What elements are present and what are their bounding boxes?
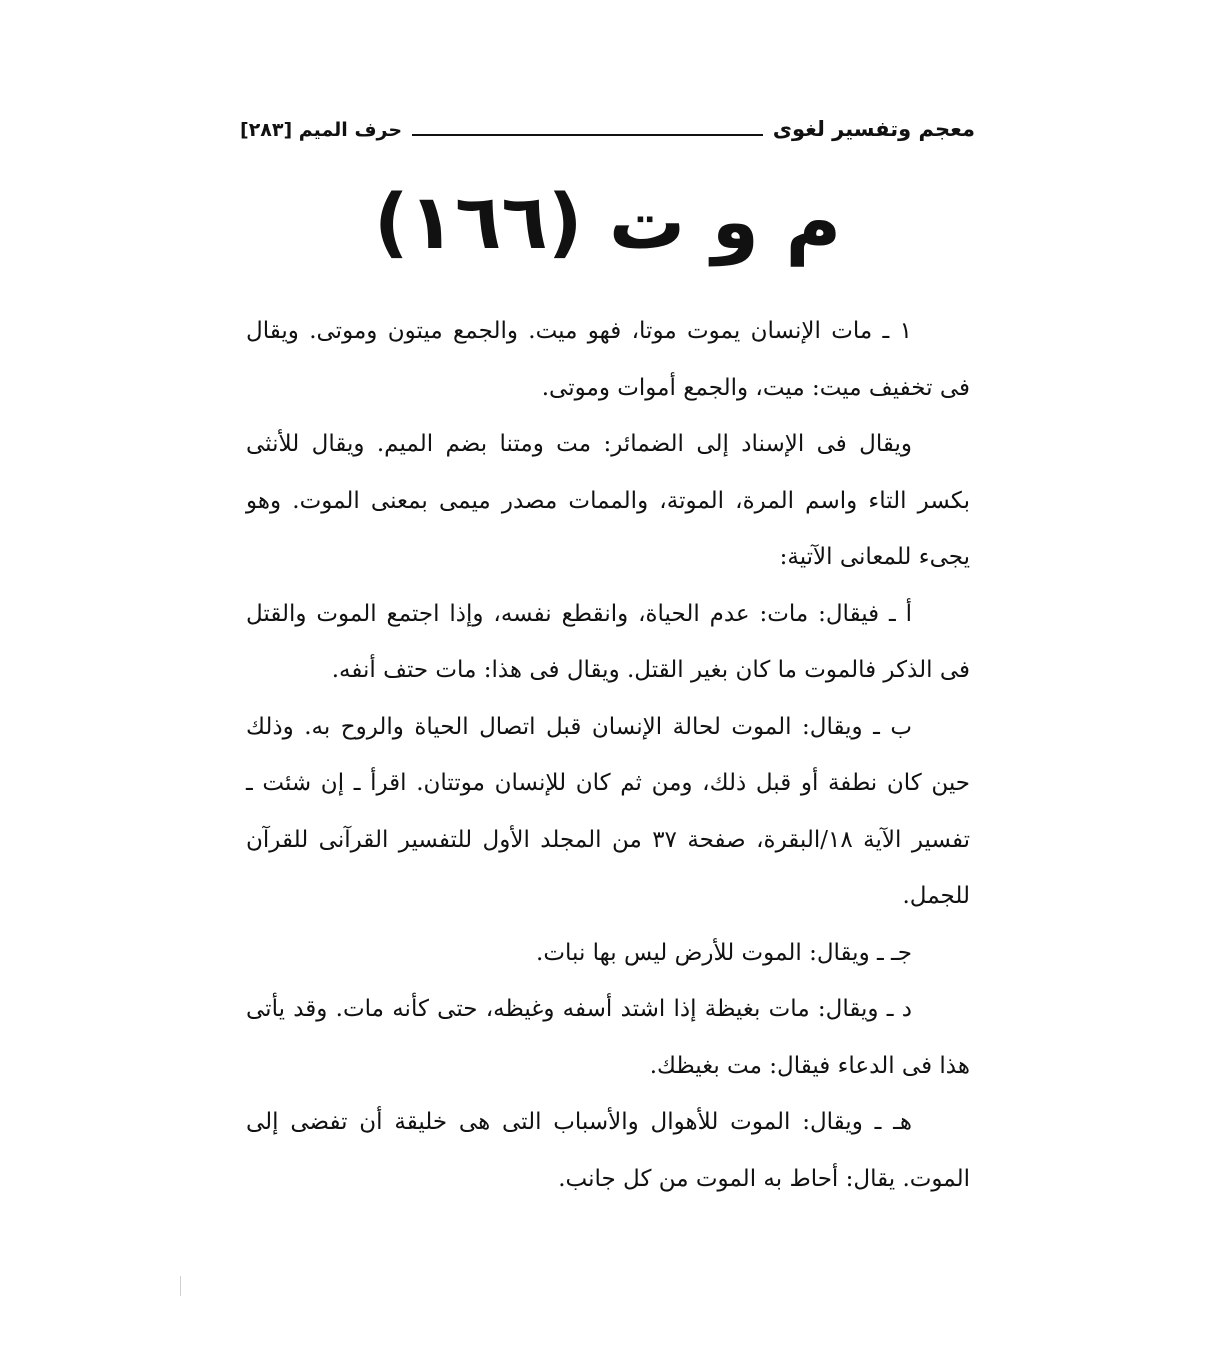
paragraph-meaning-c: جـ ـ ويقال: الموت للأرض ليس بها نبات.: [536, 939, 912, 966]
paragraph-definition: ١ ـ مات الإنسان يموت موتا، فهو ميت. والجمع ميتون وموتى. ويقال فى تخفيف ميت: ميت، والجمع أموات وموتى.: [246, 318, 970, 401]
paragraph-meaning-b: ب ـ ويقال: الموت لحالة الإنسان قبل اتصال الحياة والروح به. وذلك حين كان نطفة أو قبل ذلك، ومن ثم كان للإنسان موتتان. اقرأ ـ إن شئت ـ تفسير الآية ١٨/البقرة، صفحة ٣٧ من المجلد الأول للتفسير القرآنى للقرآن للجمل.: [246, 713, 971, 909]
book-title: معجم وتفسير لغوى: [772, 117, 975, 141]
header-rule: [412, 134, 763, 136]
chapter-label: حرف الميم [٢٨٣]: [240, 119, 403, 141]
paragraph-meaning-d: د ـ ويقال: مات بغيظة إذا اشتد أسفه وغيظه، حتى كأنه مات. وقد يأتى هذا فى الدعاء فيقال: مت بغيظك.: [246, 996, 970, 1079]
margin-mark: [180, 1276, 181, 1296]
entry-title: م و ت (١٦٦): [373, 177, 842, 266]
paragraph-meaning-a: أ ـ فيقال: مات: عدم الحياة، وانقطع نفسه، وإذا اجتمع الموت والقتل فى الذكر فالموت ما كان بغير القتل. ويقال فى هذا: مات حتف أنفه.: [246, 600, 970, 683]
paragraph-meaning-e: هـ ـ ويقال: الموت للأهوال والأسباب التى هى خليقة أن تفضى إلى الموت. يقال: أحاط به الموت من كل جانب.: [246, 1109, 970, 1192]
paragraph-usage: ويقال فى الإسناد إلى الضمائر: مت ومتنا بضم الميم. ويقال للأنثى بكسر التاء واسم المرة، الموتة، والممات مصدر ميمى بمعنى الموت. وهو يجىء للمعانى الآتية:: [246, 431, 970, 570]
running-header: [240, 104, 975, 140]
entry-body: [246, 303, 970, 1207]
